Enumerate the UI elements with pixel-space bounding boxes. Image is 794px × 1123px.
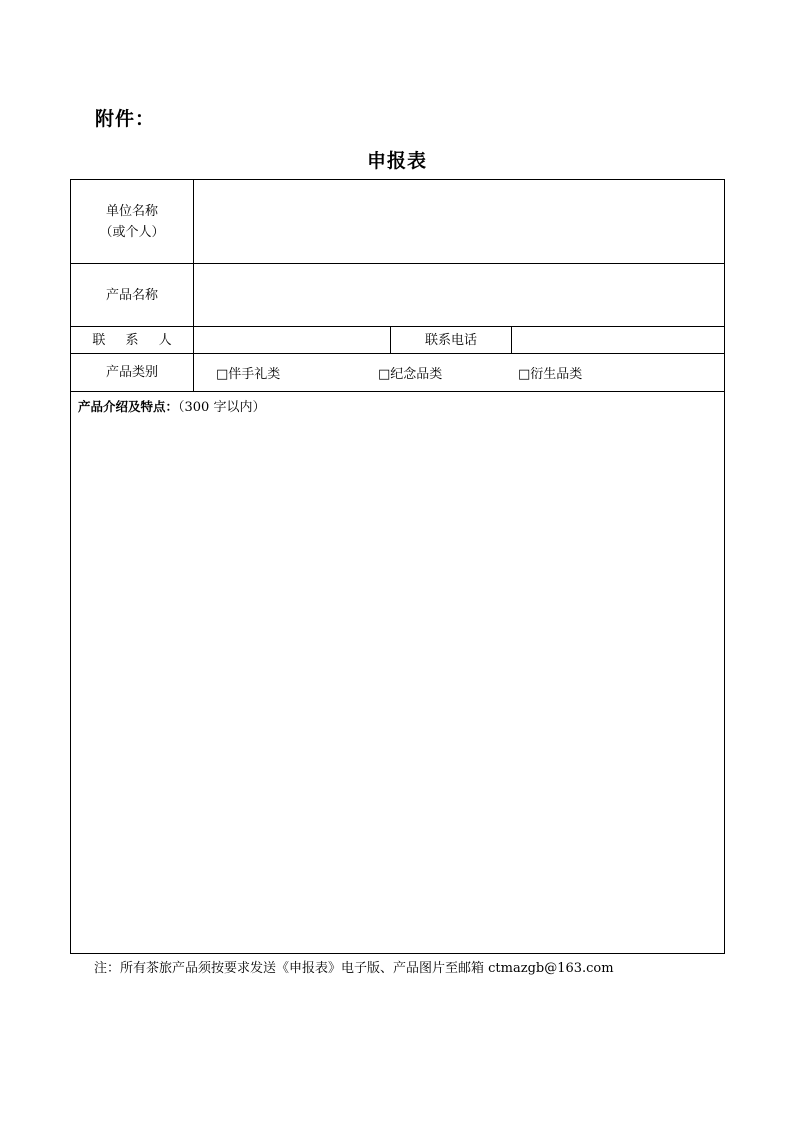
phone-field[interactable] [512, 327, 725, 354]
category-option-souvenir-gift[interactable]: □伴手礼类 [216, 367, 281, 382]
intro-label: 产品介绍及特点： [78, 399, 179, 414]
product-name-row [71, 264, 725, 327]
footnote: 注：所有茶旅产品须按要求发送《申报表》电子版、产品图片至邮箱 ctmazgb@163.com [94, 961, 614, 976]
category-options [194, 354, 725, 392]
unit-name-field[interactable] [194, 180, 725, 264]
intro-row [71, 392, 725, 954]
contact-label [71, 327, 194, 354]
category-row [71, 354, 725, 392]
form-title: 申报表 [366, 150, 427, 172]
phone-label: 联系电话 [391, 327, 512, 354]
category-option-memorabilia[interactable]: □纪念品类 [378, 367, 443, 382]
intro-field[interactable] [71, 392, 725, 954]
category-option-derivative[interactable]: □衍生品类 [518, 367, 583, 382]
unit-name-label-line1: 单位名称 [105, 203, 158, 219]
contact-row [71, 327, 725, 354]
unit-name-label [71, 180, 194, 264]
attachment-label: 附件： [95, 108, 156, 130]
intro-hint: （300 字以内） [178, 400, 266, 415]
unit-name-row [71, 180, 725, 264]
contact-field[interactable] [194, 327, 391, 354]
unit-name-label-line2: （或个人） [99, 224, 165, 240]
application-form-table [70, 179, 725, 954]
product-name-label: 产品名称 [71, 264, 194, 327]
category-label: 产品类别 [71, 354, 194, 392]
product-name-field[interactable] [194, 264, 725, 327]
contact-label-text: 联 系 人 [92, 332, 180, 348]
